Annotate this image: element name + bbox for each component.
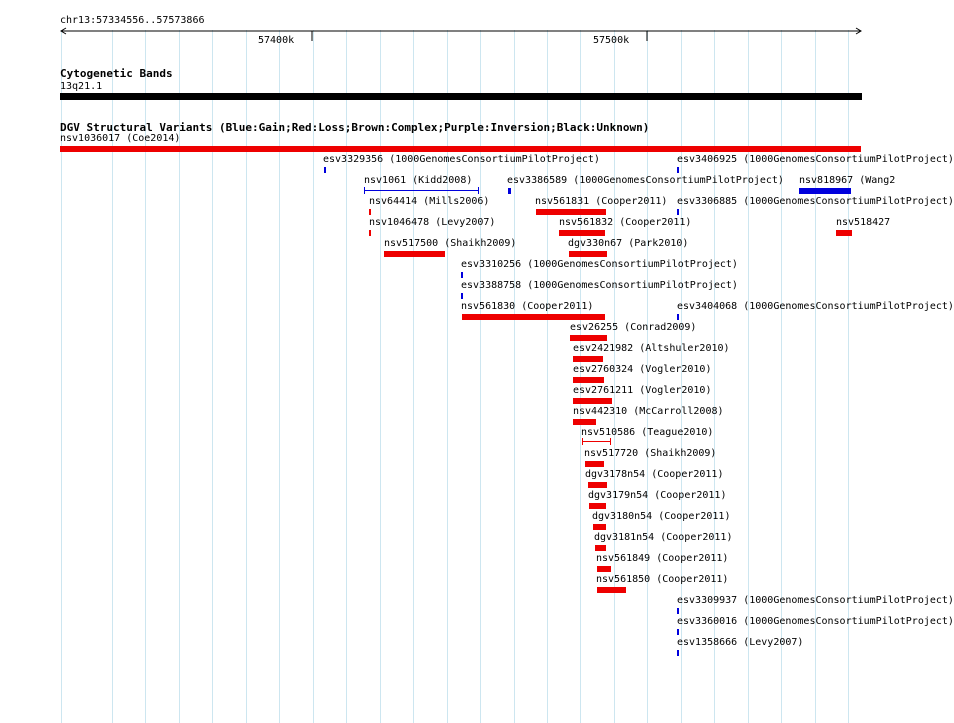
variant-span-end-cap xyxy=(610,438,611,445)
variant-label: esv3306885 (1000GenomesConsortiumPilotProject) xyxy=(677,196,954,207)
variant-span[interactable] xyxy=(364,187,479,194)
variant-label: nsv64414 (Mills2006) xyxy=(369,196,490,207)
variant-tick[interactable] xyxy=(461,272,463,278)
variant-bar[interactable] xyxy=(573,419,596,425)
variant-label: nsv561830 (Cooper2011) xyxy=(461,301,594,312)
variant-tick[interactable] xyxy=(369,209,371,215)
variant-label: nsv1046478 (Levy2007) xyxy=(369,217,496,228)
variant-label: esv3329356 (1000GenomesConsortiumPilotProject) xyxy=(323,154,600,165)
variant-bar[interactable] xyxy=(597,566,611,572)
variant-label: nsv1061 (Kidd2008) xyxy=(364,175,473,186)
variant-bar[interactable] xyxy=(384,251,445,257)
variant-label: nsv561850 (Cooper2011) xyxy=(596,574,729,585)
variant-bar[interactable] xyxy=(573,377,604,383)
variant-tick[interactable] xyxy=(369,230,371,236)
dgv-track-title[interactable]: DGV Structural Variants (Blue:Gain;Red:Loss;Brown:Complex;Purple:Inversion;Black:Unknown) xyxy=(60,121,650,134)
variant-tick[interactable] xyxy=(324,167,326,173)
ruler[interactable] xyxy=(0,24,890,42)
variant-label: esv3360016 (1000GenomesConsortiumPilotProject) xyxy=(677,616,954,627)
variant-tick[interactable] xyxy=(677,209,679,215)
variant-label: nsv518427 xyxy=(836,217,891,228)
variant-bar[interactable] xyxy=(573,398,612,404)
variant-label: dgv3178n54 (Cooper2011) xyxy=(585,469,724,480)
variant-label: esv3310256 (1000GenomesConsortiumPilotProject) xyxy=(461,259,738,270)
variant-label: esv3386589 (1000GenomesConsortiumPilotProject) xyxy=(507,175,784,186)
variant-tick[interactable] xyxy=(461,293,463,299)
variant-span[interactable] xyxy=(582,438,611,445)
variant-bar[interactable] xyxy=(60,146,861,152)
variant-span-line xyxy=(364,190,479,191)
variant-label: nsv561832 (Cooper2011) xyxy=(559,217,692,228)
variant-label: nsv510586 (Teague2010) xyxy=(581,427,714,438)
variant-label: nsv517500 (Shaikh2009) xyxy=(384,238,517,249)
variant-bar[interactable] xyxy=(799,188,851,194)
variant-tick[interactable] xyxy=(677,608,679,614)
variant-label: nsv1036017 (Coe2014) xyxy=(60,133,181,144)
variant-label: nsv561849 (Cooper2011) xyxy=(596,553,729,564)
variant-bar[interactable] xyxy=(595,545,606,551)
cytoband-band-label: 13q21.1 xyxy=(60,81,103,92)
variant-label: esv2421982 (Altshuler2010) xyxy=(573,343,730,354)
variant-span-end-cap xyxy=(478,187,479,194)
variant-bar[interactable] xyxy=(836,230,852,236)
variant-tick[interactable] xyxy=(677,167,679,173)
variant-tick[interactable] xyxy=(508,188,511,194)
variant-label: esv2761211 (Vogler2010) xyxy=(573,385,712,396)
variant-tick[interactable] xyxy=(677,650,679,656)
ruler-label-57500k: 57500k xyxy=(593,35,630,46)
variant-label: esv2760324 (Vogler2010) xyxy=(573,364,712,375)
variant-span-start-cap xyxy=(582,438,583,445)
variant-label: esv3388758 (1000GenomesConsortiumPilotProject) xyxy=(461,280,738,291)
cytoband-bar[interactable] xyxy=(60,93,862,100)
variant-label: esv3404068 (1000GenomesConsortiumPilotProject) xyxy=(677,301,954,312)
variant-label: esv3406925 (1000GenomesConsortiumPilotProject) xyxy=(677,154,954,165)
variant-bar[interactable] xyxy=(462,314,605,320)
variant-tick[interactable] xyxy=(677,314,679,320)
variant-span-line xyxy=(582,441,611,442)
variant-bar[interactable] xyxy=(589,503,606,509)
variant-label: esv1358666 (Levy2007) xyxy=(677,637,804,648)
variant-bar[interactable] xyxy=(573,356,603,362)
variant-label: esv26255 (Conrad2009) xyxy=(570,322,697,333)
variant-bar[interactable] xyxy=(588,482,607,488)
variant-label: dgv330n67 (Park2010) xyxy=(568,238,689,249)
variant-label: nsv561831 (Cooper2011) xyxy=(535,196,668,207)
variant-tick[interactable] xyxy=(677,629,679,635)
variant-label: dgv3181n54 (Cooper2011) xyxy=(594,532,733,543)
variant-bar[interactable] xyxy=(536,209,606,215)
cytoband-track-title[interactable]: Cytogenetic Bands xyxy=(60,67,173,80)
location-label: chr13:57334556..57573866 xyxy=(60,15,205,26)
variant-label: esv3309937 (1000GenomesConsortiumPilotProject) xyxy=(677,595,954,606)
ruler-label-57400k: 57400k xyxy=(258,35,295,46)
variant-bar[interactable] xyxy=(593,524,606,530)
variant-label: dgv3179n54 (Cooper2011) xyxy=(588,490,727,501)
variant-bar[interactable] xyxy=(585,461,604,467)
variant-bar[interactable] xyxy=(570,335,607,341)
variant-bar[interactable] xyxy=(569,251,607,257)
variant-label: nsv442310 (McCarroll2008) xyxy=(573,406,724,417)
variant-label: dgv3180n54 (Cooper2011) xyxy=(592,511,731,522)
variant-label: nsv818967 (Wang2 xyxy=(799,175,896,186)
variant-bar[interactable] xyxy=(559,230,605,236)
variant-bar[interactable] xyxy=(597,587,626,593)
variant-label: nsv517720 (Shaikh2009) xyxy=(584,448,717,459)
variant-span-start-cap xyxy=(364,187,365,194)
